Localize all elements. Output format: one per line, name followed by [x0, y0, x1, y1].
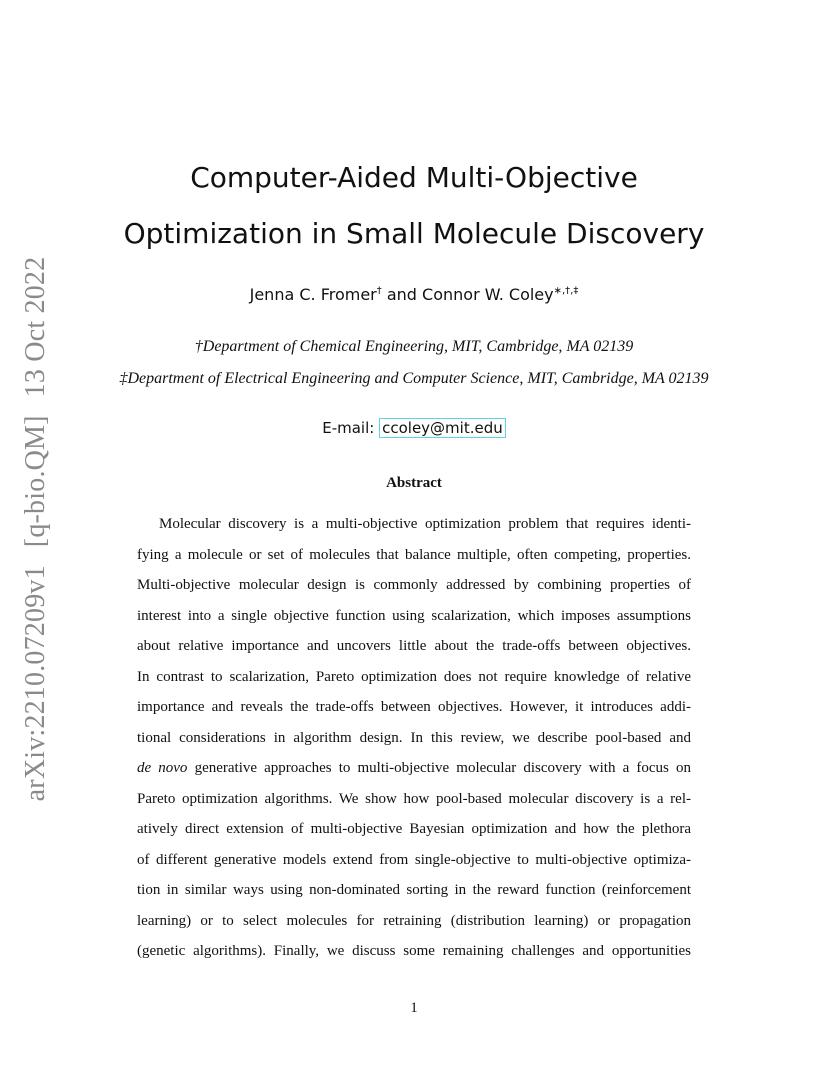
abstract-line	[137, 756, 691, 787]
abstract-italic-de-novo: de novo	[137, 760, 188, 776]
arxiv-identifier-stamp	[20, 239, 52, 802]
arxiv-category: [q-bio.QM]	[20, 415, 51, 548]
title-line-1: Computer-Aided Multi-Objective	[190, 161, 638, 194]
title-line-2: Optimization in Small Molecule Discovery	[123, 217, 705, 250]
email-link[interactable]: ccoley@mit.edu	[379, 418, 506, 438]
abstract-line: Multi-objective molecular design is commonly addressed by combining properties of	[137, 577, 691, 593]
abstract-body	[137, 512, 691, 970]
abstract-line-rest: generative approaches to multi-objective molecular discovery with a focus on	[194, 760, 691, 776]
author-coley: Connor W. Coley	[422, 285, 554, 304]
author-conjunction: and	[386, 285, 417, 304]
abstract-heading: Abstract	[386, 475, 442, 491]
abstract-line: Pareto optimization algorithms. We show how pool-based molecular discovery is a rel-	[137, 790, 691, 807]
affiliation-eecs: ‡Department of Electrical Engineering and Computer Science, MIT, Cambridge, MA 02139	[119, 370, 709, 387]
page-number: 1	[410, 1000, 418, 1016]
contact-email-line	[0, 418, 828, 438]
author-fromer-marks: †	[376, 285, 382, 297]
abstract-line: Molecular discovery is a multi-objective optimization problem that requires identi-	[159, 516, 691, 532]
abstract-line: of different generative models extend from single-objective to multi-objective optimiza-	[137, 851, 691, 868]
abstract-line: learning) or to select molecules for retraining (distribution learning) or propagation	[137, 912, 691, 929]
abstract-line: about relative importance and uncovers little about the trade-offs between objectives.	[137, 638, 691, 654]
paper-title	[0, 150, 828, 262]
abstract-line: tion in similar ways using non-dominated sorting in the reward function (reinforcement	[137, 882, 691, 898]
abstract-line: importance and reveals the trade-offs between objectives. However, it introduces addi-	[137, 699, 691, 715]
affiliation-chemical-engineering: †Department of Chemical Engineering, MIT, Cambridge, MA 02139	[194, 338, 634, 355]
email-label: E-mail:	[322, 419, 375, 437]
arxiv-id: arXiv:2210.07209v1	[20, 565, 51, 802]
abstract-line: (genetic algorithms). Finally, we discuss some remaining challenges and opportunities	[137, 943, 691, 959]
abstract-line: In contrast to scalarization, Pareto optimization does not require knowledge of relative	[137, 668, 691, 685]
author-list	[0, 285, 828, 304]
abstract-line: fying a molecule or set of molecules that balance multiple, often competing, properties.	[137, 546, 691, 563]
abstract-line: atively direct extension of multi-objective Bayesian optimization and how the plethora	[137, 821, 691, 837]
abstract-line: interest into a single objective function using scalarization, which imposes assumptions	[137, 607, 691, 624]
arxiv-date: 13 Oct 2022	[20, 256, 51, 398]
author-coley-marks: ∗,†,‡	[553, 285, 579, 297]
abstract-line: tional considerations in algorithm design. In this review, we describe pool-based and	[137, 729, 691, 746]
author-fromer: Jenna C. Fromer	[249, 285, 377, 304]
